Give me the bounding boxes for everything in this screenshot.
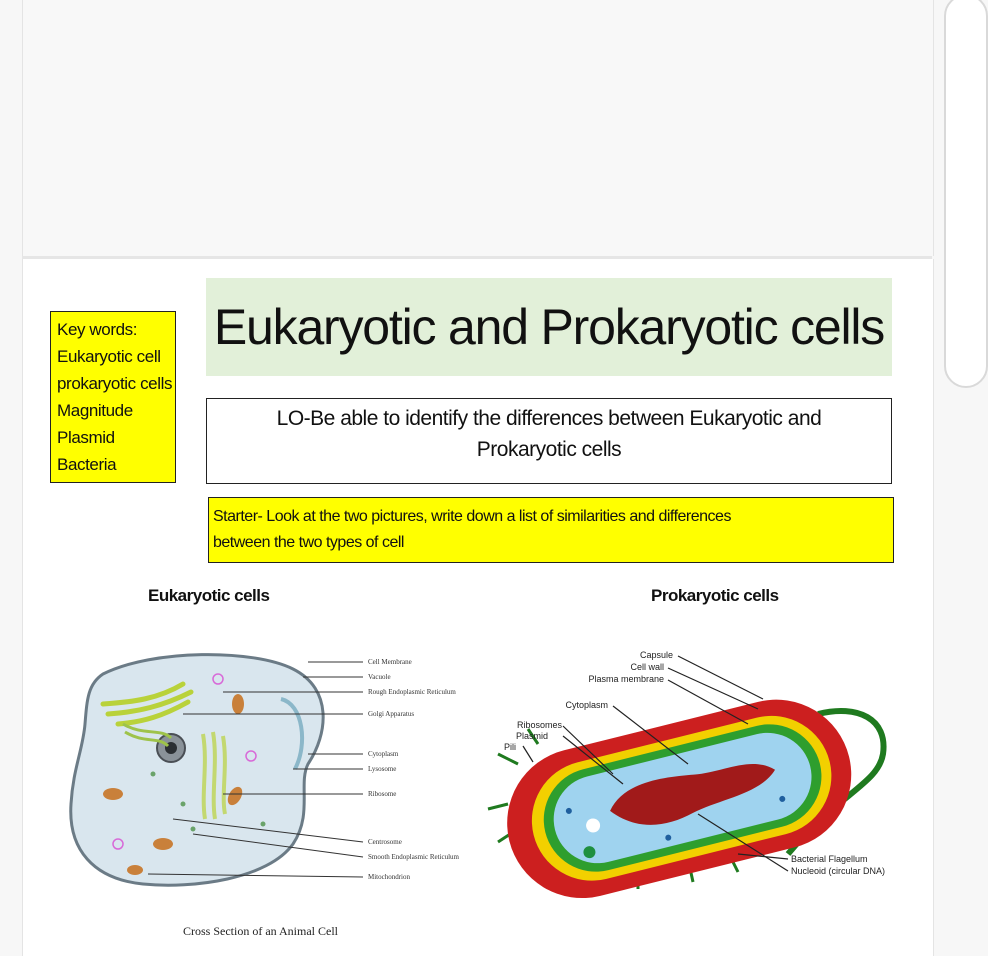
keyword-item: Eukaryotic cell xyxy=(57,347,161,366)
ribosome-shape xyxy=(181,802,186,807)
animal-cell-label: Rough Endoplasmic Reticulum xyxy=(368,688,456,696)
animal-cell-label: Cell Membrane xyxy=(368,658,412,666)
keyword-item: prokaryotic cells xyxy=(57,374,173,393)
bacterium-label: Plasmid xyxy=(515,731,548,741)
eukaryotic-heading: Eukaryotic cells xyxy=(148,586,270,605)
mitochondrion-shape xyxy=(103,788,123,800)
bacterium-label: Plasma membrane xyxy=(588,674,664,684)
page-title: Eukaryotic and Prokaryotic cells xyxy=(213,299,885,355)
animal-cell-caption: Cross Section of an Animal Cell xyxy=(183,924,338,938)
starter-box xyxy=(208,497,894,563)
ribosome-shape xyxy=(261,822,266,827)
starter-line: between the two types of cell xyxy=(213,534,404,551)
key-words-label: Key words: xyxy=(57,320,138,339)
bacterium-label: Bacterial Flagellum xyxy=(791,854,868,864)
learning-objective-line: LO-Be able to identify the differences between Eukaryotic and xyxy=(276,407,822,430)
ribosome-shape xyxy=(151,772,156,777)
animal-cell-label: Smooth Endoplasmic Reticulum xyxy=(368,853,459,861)
cell-membrane-shape xyxy=(71,655,323,886)
learning-objective-line: Prokaryotic cells xyxy=(476,438,622,461)
keyword-item: Magnitude xyxy=(57,401,133,420)
slide xyxy=(22,259,934,956)
keyword-item: Plasmid xyxy=(57,428,115,447)
bacterium-diagram xyxy=(458,644,918,904)
bacterium-body xyxy=(491,684,867,914)
key-words-box xyxy=(50,311,176,483)
animal-cell-label: Cytoplasm xyxy=(368,750,399,758)
starter-line: Starter- Look at the two pictures, write down a list of similarities and differences xyxy=(213,508,731,525)
animal-cell-label: Golgi Apparatus xyxy=(368,710,415,718)
animal-cell-diagram xyxy=(63,644,459,914)
animal-cell-label: Mitochondrion xyxy=(368,873,410,881)
bacterium-label: Cytoplasm xyxy=(565,700,608,710)
bacterium-label: Cell wall xyxy=(630,662,664,672)
device-edge xyxy=(944,0,988,388)
bacterium-label: Ribosomes xyxy=(516,720,562,730)
animal-cell-label: Vacuole xyxy=(368,673,391,681)
blank-top-area xyxy=(22,0,934,256)
bacterium-label: Nucleoid (circular DNA) xyxy=(791,866,886,876)
animal-cell-label: Ribosome xyxy=(368,790,397,798)
mitochondrion-shape xyxy=(232,694,244,714)
bacterium-label: Pili xyxy=(504,742,517,752)
ribosome-shape xyxy=(191,827,196,832)
bacterium-label: Capsule xyxy=(639,650,673,660)
animal-cell-label: Lysosome xyxy=(368,765,397,773)
mitochondrion-shape xyxy=(127,865,143,875)
animal-cell-label: Centrosome xyxy=(368,838,402,846)
mitochondrion-shape xyxy=(153,838,173,850)
keyword-item: Bacteria xyxy=(57,455,117,474)
learning-objective-box xyxy=(206,398,892,484)
prokaryotic-heading: Prokaryotic cells xyxy=(651,586,779,605)
title-banner xyxy=(206,278,892,376)
